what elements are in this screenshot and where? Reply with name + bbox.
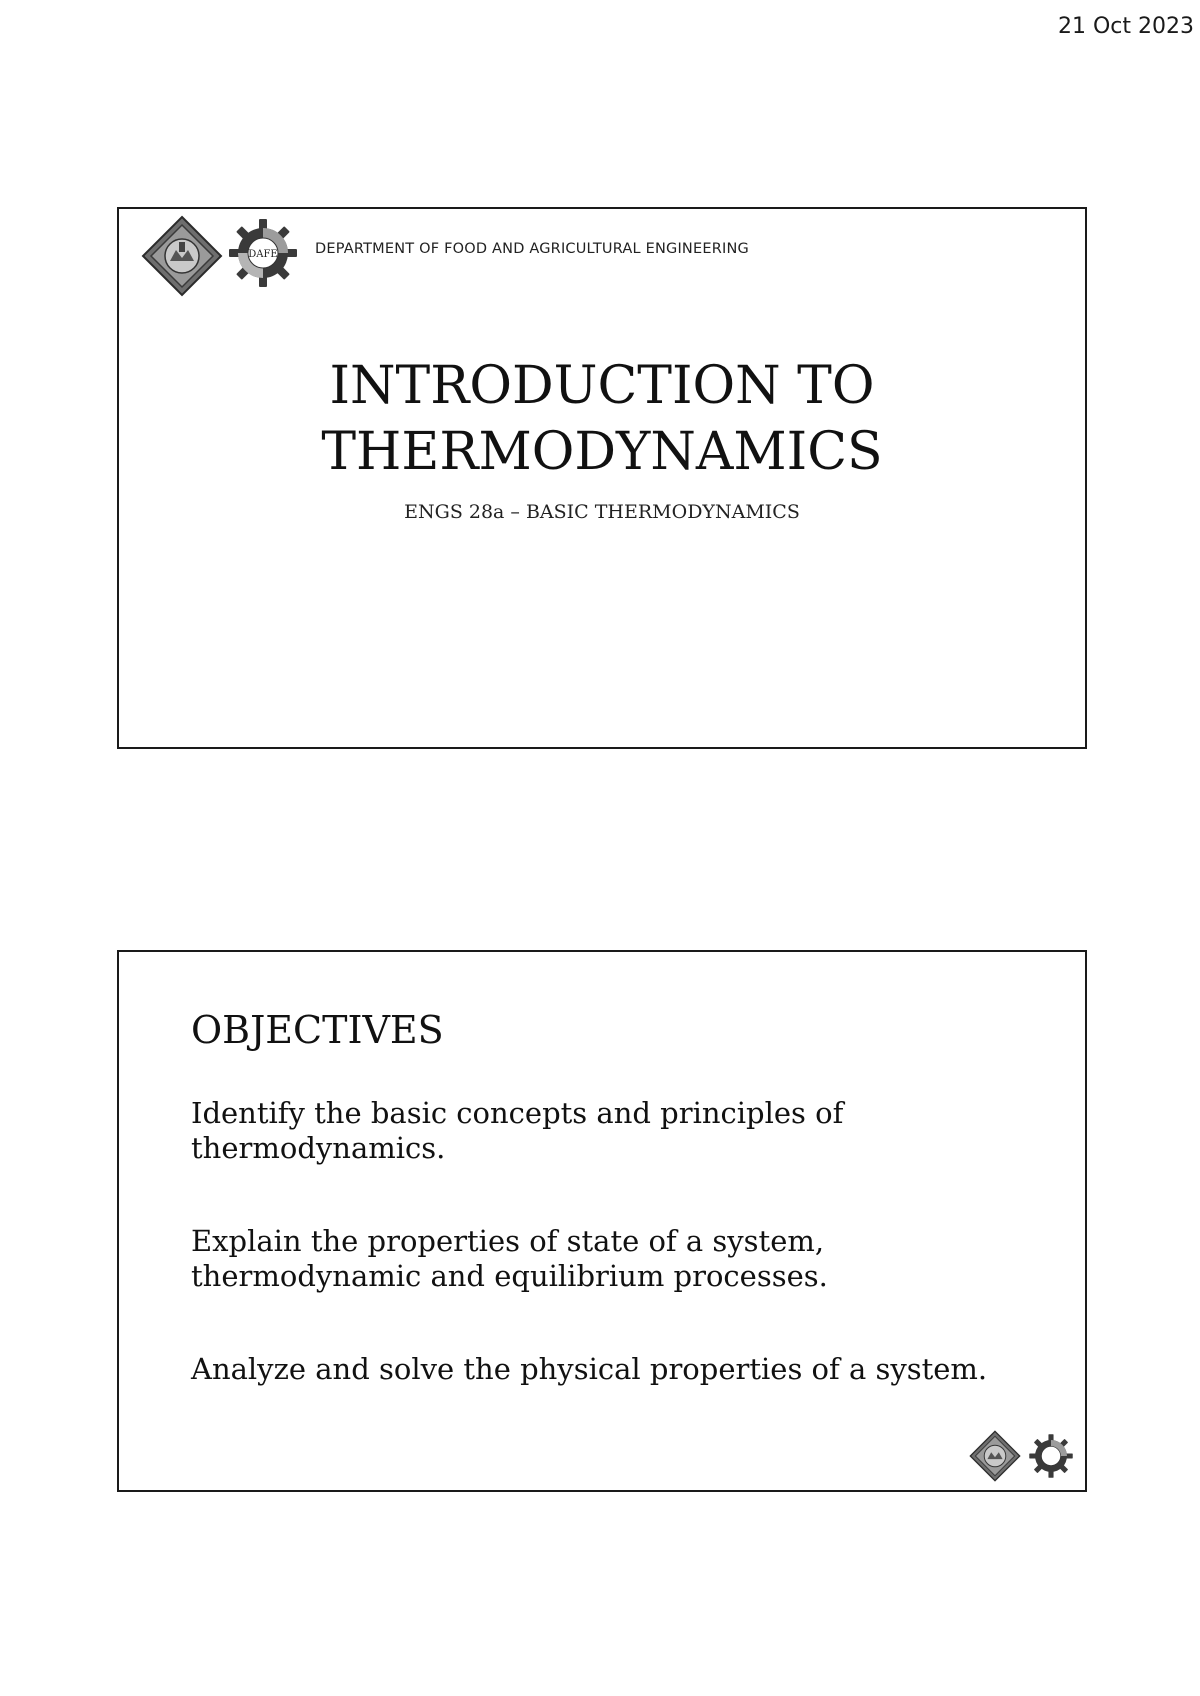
slide-title: [119, 353, 1085, 485]
svg-text:DAFE: DAFE: [248, 249, 278, 260]
slide-subtitle: ENGS 28a – BASIC THERMODYNAMICS: [404, 501, 800, 523]
dafe-gear-logo-icon: [227, 217, 299, 289]
title-line-1: INTRODUCTION TO: [329, 356, 875, 416]
objectives-list: [191, 1096, 991, 1387]
department-name: DEPARTMENT OF FOOD AND AGRICULTURAL ENGINEERING: [315, 241, 749, 257]
objectives-heading: OBJECTIVES: [191, 1008, 444, 1052]
objective-item: Analyze and solve the physical properties of a system.: [191, 1352, 988, 1386]
objective-item: Identify the basic concepts and principles of thermodynamics.: [191, 1096, 844, 1165]
title-slide: [117, 207, 1087, 749]
objective-item: Explain the properties of state of a system, thermodynamic and equilibrium processes.: [191, 1224, 828, 1293]
dafe-gear-small-icon: [1028, 1433, 1074, 1479]
title-line-2: THERMODYNAMICS: [321, 422, 883, 482]
university-seal-icon: [141, 215, 223, 297]
university-seal-small-icon: [969, 1430, 1021, 1482]
page-date: 21 Oct 2023: [1057, 14, 1194, 39]
objectives-slide: [117, 950, 1087, 1492]
